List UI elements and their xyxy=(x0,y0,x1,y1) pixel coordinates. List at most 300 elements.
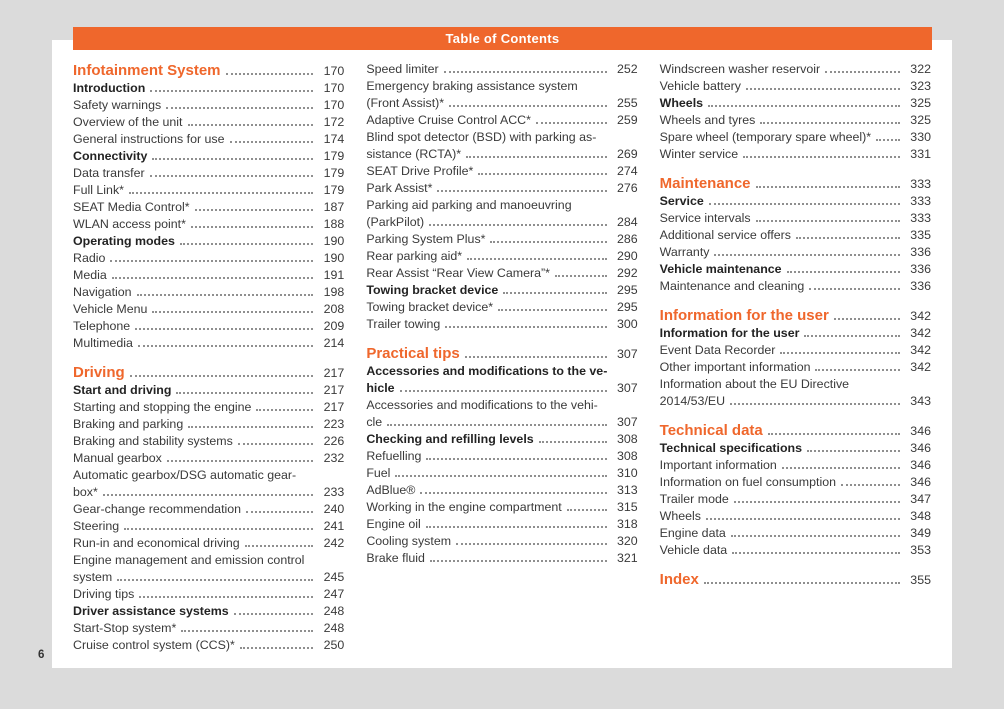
toc-entry-label: Safety warnings xyxy=(73,98,162,112)
page-title: Table of Contents xyxy=(445,31,560,46)
toc-entry-label: Technical specifications xyxy=(659,441,802,455)
toc-page-number: 245 xyxy=(323,570,345,584)
toc-entry-label: Fuel xyxy=(366,466,391,480)
dot-leader xyxy=(138,345,313,347)
toc-entry-wrap-line: Engine management and emission control xyxy=(73,553,305,567)
toc-entry-last-line xyxy=(366,499,637,516)
toc-entry-last-line xyxy=(73,267,344,284)
toc-entry-label: Index xyxy=(659,571,699,588)
toc-page-number: 247 xyxy=(323,587,345,601)
toc-entry[interactable] xyxy=(73,501,344,518)
toc-entry-last-line xyxy=(660,278,931,295)
toc-entry-label: Windscreen washer reservoir xyxy=(659,62,821,76)
toc-entry-label: Towing bracket device xyxy=(366,283,499,297)
toc-section-entry[interactable] xyxy=(660,306,931,325)
toc-entry-last-line xyxy=(366,112,637,129)
toc-entry-label: Infotainment System xyxy=(73,62,221,79)
dot-leader xyxy=(756,186,900,188)
dot-leader xyxy=(112,277,314,279)
dot-leader xyxy=(782,467,900,469)
toc-entry[interactable] xyxy=(73,382,344,399)
toc-entry-last-line xyxy=(660,306,931,325)
toc-entry[interactable] xyxy=(366,499,637,516)
dot-leader xyxy=(787,271,900,273)
toc-entry[interactable] xyxy=(660,261,931,278)
dot-leader xyxy=(188,426,313,428)
dot-leader xyxy=(503,292,606,294)
dot-leader xyxy=(400,390,607,392)
dot-leader xyxy=(181,630,313,632)
toc-entry-wrap-line: Emergency braking assistance system xyxy=(366,79,578,93)
toc-entry-last-line xyxy=(73,80,344,97)
dot-leader xyxy=(167,460,313,462)
toc-page-number: 320 xyxy=(616,534,638,548)
toc-entry[interactable] xyxy=(660,146,931,163)
toc-entry[interactable] xyxy=(73,114,344,131)
page-number: 6 xyxy=(38,649,45,661)
toc-entry-last-line xyxy=(73,603,344,620)
toc-entry[interactable] xyxy=(366,397,637,431)
toc-entry[interactable] xyxy=(73,301,344,318)
toc-entry[interactable] xyxy=(660,95,931,112)
toc-entry-label: Cruise control system (CCS)* xyxy=(73,638,235,652)
toc-page-number: 198 xyxy=(323,285,345,299)
toc-entry-last-line xyxy=(73,433,344,450)
dot-leader xyxy=(166,107,313,109)
toc-page-number: 322 xyxy=(910,62,931,76)
toc-entry[interactable] xyxy=(366,482,637,499)
toc-entry-last-line xyxy=(73,363,344,382)
toc-header-bar xyxy=(73,27,932,50)
toc-entry-last-line xyxy=(73,199,344,216)
toc-entry[interactable] xyxy=(366,78,637,112)
toc-page-number: 333 xyxy=(910,194,931,208)
toc-entry[interactable] xyxy=(73,182,344,199)
toc-page-number: 190 xyxy=(323,251,345,265)
toc-page-number: 346 xyxy=(910,424,931,438)
toc-entry-wrap-line: Accessories and modifications to the vehi- xyxy=(366,398,598,412)
toc-entry[interactable] xyxy=(366,533,637,550)
toc-entry-label: Checking and refilling levels xyxy=(366,432,534,446)
toc-entry-label: WLAN access point* xyxy=(73,217,186,231)
toc-entry-label: Navigation xyxy=(73,285,132,299)
toc-entry-last-line xyxy=(366,282,637,299)
toc-entry-last-line xyxy=(660,325,931,342)
toc-entry-last-line xyxy=(73,501,344,518)
toc-entry-last-line xyxy=(366,431,637,448)
toc-entry-last-line xyxy=(73,382,344,399)
toc-entry-last-line xyxy=(73,233,344,250)
toc-entry[interactable] xyxy=(660,325,931,342)
dot-leader xyxy=(804,335,900,337)
toc-entry[interactable] xyxy=(660,474,931,491)
toc-entry-last-line xyxy=(73,399,344,416)
dot-leader xyxy=(876,139,900,141)
dot-leader xyxy=(240,647,314,649)
toc-entry[interactable] xyxy=(73,250,344,267)
dot-leader xyxy=(731,535,900,537)
toc-entry[interactable] xyxy=(660,376,931,410)
toc-page-number: 190 xyxy=(323,234,345,248)
dot-leader xyxy=(807,450,900,452)
toc-entry-last-line xyxy=(366,414,637,431)
toc-page-number: 330 xyxy=(910,130,931,144)
toc-entry-last-line xyxy=(73,518,344,535)
dot-leader xyxy=(437,190,606,192)
toc-entry-last-line xyxy=(660,474,931,491)
dot-leader xyxy=(191,226,313,228)
toc-entry[interactable] xyxy=(660,227,931,244)
toc-page-number: 310 xyxy=(616,466,638,480)
toc-entry[interactable] xyxy=(366,248,637,265)
toc-section-entry[interactable] xyxy=(660,421,931,440)
toc-entry[interactable] xyxy=(660,112,931,129)
toc-entry[interactable] xyxy=(73,416,344,433)
toc-entry-label: Towing bracket device* xyxy=(366,300,494,314)
toc-entry-last-line xyxy=(366,316,637,333)
dot-leader xyxy=(124,528,313,530)
toc-entry[interactable] xyxy=(73,603,344,620)
toc-entry[interactable] xyxy=(660,491,931,508)
toc-entry-label: Radio xyxy=(73,251,106,265)
toc-entry-last-line xyxy=(660,421,931,440)
toc-entry[interactable] xyxy=(73,233,344,250)
toc-column-right xyxy=(660,61,931,654)
toc-entry-last-line xyxy=(660,457,931,474)
dot-leader xyxy=(234,613,314,615)
toc-entry-label: SEAT Drive Profile* xyxy=(366,164,474,178)
toc-entry-last-line xyxy=(366,231,637,248)
toc-entry[interactable] xyxy=(366,282,637,299)
toc-entry[interactable] xyxy=(660,61,931,78)
toc-section-entry[interactable] xyxy=(660,174,931,193)
dot-leader xyxy=(809,288,900,290)
toc-entry[interactable] xyxy=(366,363,637,397)
toc-entry-last-line xyxy=(366,516,637,533)
toc-entry-label: Introduction xyxy=(73,81,146,95)
toc-entry-last-line xyxy=(366,180,637,197)
dot-leader xyxy=(152,158,313,160)
toc-entry-last-line xyxy=(660,146,931,163)
dot-leader xyxy=(135,328,313,330)
toc-entry-last-line xyxy=(660,129,931,146)
toc-page-number: 315 xyxy=(616,500,638,514)
toc-entry-label: Manual gearbox xyxy=(73,451,162,465)
toc-entry-last-line xyxy=(73,284,344,301)
toc-entry-label: hicle xyxy=(366,381,395,395)
toc-entry[interactable] xyxy=(660,129,931,146)
dot-leader xyxy=(139,596,313,598)
toc-entry-label: Trailer towing xyxy=(366,317,441,331)
toc-entry-label: Full Link* xyxy=(73,183,124,197)
toc-page-number: 325 xyxy=(910,113,931,127)
toc-entry-last-line xyxy=(366,380,637,397)
toc-page-number: 233 xyxy=(323,485,345,499)
toc-page-number: 333 xyxy=(910,211,931,225)
toc-page-number: 336 xyxy=(910,279,931,293)
toc-page-number: 348 xyxy=(910,509,931,523)
toc-entry[interactable] xyxy=(366,129,637,163)
dot-leader xyxy=(456,543,607,545)
toc-entry-last-line xyxy=(660,359,931,376)
toc-entry-last-line xyxy=(660,491,931,508)
dot-leader xyxy=(743,156,900,158)
toc-entry-last-line xyxy=(366,214,637,231)
dot-leader xyxy=(430,560,607,562)
toc-entry-label: Driving tips xyxy=(73,587,135,601)
toc-page-number: 292 xyxy=(616,266,638,280)
dot-leader xyxy=(150,175,314,177)
toc-entry-last-line xyxy=(73,148,344,165)
toc-entry[interactable] xyxy=(660,342,931,359)
toc-entry-label: Maintenance and cleaning xyxy=(659,279,805,293)
toc-page-number: 217 xyxy=(323,366,345,380)
toc-page-number: 308 xyxy=(616,432,638,446)
toc-entry[interactable] xyxy=(366,180,637,197)
toc-entry-last-line xyxy=(660,227,931,244)
toc-entry-last-line xyxy=(366,146,637,163)
dot-leader xyxy=(734,501,900,503)
toc-page-number: 336 xyxy=(910,245,931,259)
dot-leader xyxy=(429,224,606,226)
toc-entry-label: Braking and parking xyxy=(73,417,184,431)
toc-entry[interactable] xyxy=(73,284,344,301)
toc-entry-wrap-line: Accessories and modifications to the ve- xyxy=(366,364,608,378)
toc-entry-last-line xyxy=(660,525,931,542)
toc-entry[interactable] xyxy=(660,78,931,95)
toc-entry[interactable] xyxy=(660,210,931,227)
toc-columns xyxy=(73,61,931,654)
toc-page-number: 187 xyxy=(323,200,345,214)
toc-entry-label: Brake fluid xyxy=(366,551,425,565)
dot-leader xyxy=(498,309,607,311)
toc-entry-last-line xyxy=(660,393,931,410)
toc-entry-last-line xyxy=(366,465,637,482)
toc-entry-label: Parking System Plus* xyxy=(366,232,486,246)
toc-entry-last-line xyxy=(660,342,931,359)
toc-page-number: 274 xyxy=(616,164,638,178)
toc-entry[interactable] xyxy=(366,516,637,533)
toc-entry-last-line xyxy=(73,165,344,182)
toc-entry[interactable] xyxy=(366,550,637,567)
toc-page-number: 188 xyxy=(323,217,345,231)
toc-entry-last-line xyxy=(660,193,931,210)
toc-entry-last-line xyxy=(73,114,344,131)
dot-leader xyxy=(188,124,314,126)
toc-entry[interactable] xyxy=(73,518,344,535)
toc-page-number: 240 xyxy=(323,502,345,516)
toc-entry[interactable] xyxy=(73,335,344,352)
toc-entry-label: Service xyxy=(659,194,704,208)
dot-leader xyxy=(449,105,607,107)
toc-entry-label: Event Data Recorder xyxy=(659,343,776,357)
toc-entry[interactable] xyxy=(366,431,637,448)
dot-leader xyxy=(490,241,606,243)
toc-entry-label: Telephone xyxy=(73,319,131,333)
toc-page-number: 286 xyxy=(616,232,638,246)
toc-page-number: 313 xyxy=(616,483,638,497)
toc-entry[interactable] xyxy=(660,440,931,457)
toc-entry-last-line xyxy=(660,542,931,559)
toc-entry-last-line xyxy=(366,482,637,499)
toc-entry[interactable] xyxy=(366,299,637,316)
dot-leader xyxy=(387,424,606,426)
toc-page-number: 223 xyxy=(323,417,345,431)
toc-section-entry[interactable] xyxy=(73,61,344,80)
toc-entry[interactable] xyxy=(660,457,931,474)
toc-page-number: 342 xyxy=(910,360,931,374)
toc-entry[interactable] xyxy=(73,216,344,233)
toc-page-number: 170 xyxy=(323,64,345,78)
toc-entry[interactable] xyxy=(660,542,931,559)
toc-entry[interactable] xyxy=(660,278,931,295)
toc-entry[interactable] xyxy=(366,265,637,282)
toc-entry[interactable] xyxy=(73,620,344,637)
toc-page-number: 333 xyxy=(910,177,931,191)
toc-entry[interactable] xyxy=(73,165,344,182)
toc-entry-last-line xyxy=(660,95,931,112)
dot-leader xyxy=(768,433,900,435)
toc-entry[interactable] xyxy=(73,199,344,216)
dot-leader xyxy=(152,311,313,313)
toc-entry-label: Connectivity xyxy=(73,149,148,163)
toc-entry[interactable] xyxy=(73,586,344,603)
dot-leader xyxy=(466,156,607,158)
toc-page-number: 308 xyxy=(616,449,638,463)
toc-entry-last-line xyxy=(660,570,931,589)
toc-page-number: 276 xyxy=(616,181,638,195)
toc-section-entry[interactable] xyxy=(73,363,344,382)
toc-entry-last-line xyxy=(73,450,344,467)
toc-page-number: 259 xyxy=(616,113,638,127)
toc-entry[interactable] xyxy=(366,61,637,78)
toc-page-number: 336 xyxy=(910,262,931,276)
dot-leader xyxy=(815,369,900,371)
toc-entry[interactable] xyxy=(366,231,637,248)
toc-entry[interactable] xyxy=(366,163,637,180)
toc-entry-label: Information for the user xyxy=(659,326,800,340)
toc-page-number: 325 xyxy=(910,96,931,110)
toc-page-number: 252 xyxy=(616,62,638,76)
toc-page-number: 295 xyxy=(616,300,638,314)
toc-entry-label: 2014/53/EU xyxy=(659,394,726,408)
toc-entry-label: Rear parking aid* xyxy=(366,249,463,263)
toc-entry-label: Wheels and tyres xyxy=(659,113,756,127)
dot-leader xyxy=(780,352,900,354)
toc-section-entry[interactable] xyxy=(366,344,637,363)
toc-page-number: 172 xyxy=(323,115,345,129)
toc-page-number: 217 xyxy=(323,383,345,397)
toc-page-number: 307 xyxy=(616,415,638,429)
toc-page-number: 343 xyxy=(910,394,931,408)
toc-entry[interactable] xyxy=(366,316,637,333)
toc-entry[interactable] xyxy=(73,399,344,416)
toc-entry-label: SEAT Media Control* xyxy=(73,200,190,214)
toc-entry-last-line xyxy=(366,299,637,316)
toc-page-number: 353 xyxy=(910,543,931,557)
toc-entry-last-line xyxy=(660,440,931,457)
toc-entry[interactable] xyxy=(660,525,931,542)
toc-page-number: 226 xyxy=(323,434,345,448)
toc-entry-last-line xyxy=(660,244,931,261)
dot-leader xyxy=(834,318,900,320)
toc-section-entry[interactable] xyxy=(660,570,931,589)
toc-entry-wrap-line: Blind spot detector (BSD) with parking as- xyxy=(366,130,597,144)
toc-entry[interactable] xyxy=(73,535,344,552)
toc-entry[interactable] xyxy=(366,112,637,129)
dot-leader xyxy=(129,192,313,194)
dot-leader xyxy=(444,71,607,73)
toc-entry-last-line xyxy=(366,163,637,180)
toc-page-number: 342 xyxy=(910,326,931,340)
dot-leader xyxy=(478,173,606,175)
toc-entry[interactable] xyxy=(366,465,637,482)
toc-entry-label: Technical data xyxy=(659,422,763,439)
toc-entry[interactable] xyxy=(73,450,344,467)
toc-entry[interactable] xyxy=(73,97,344,114)
toc-page-number: 269 xyxy=(616,147,638,161)
toc-entry[interactable] xyxy=(366,197,637,231)
dot-leader xyxy=(732,552,900,554)
toc-entry-last-line xyxy=(73,620,344,637)
toc-entry[interactable] xyxy=(73,80,344,97)
toc-entry[interactable] xyxy=(73,318,344,335)
dot-leader xyxy=(130,375,314,377)
toc-entry[interactable] xyxy=(73,267,344,284)
toc-entry-label: Information for the user xyxy=(659,307,829,324)
toc-entry-wrap-line: Automatic gearbox/DSG automatic gear- xyxy=(73,468,297,482)
dot-leader xyxy=(714,254,900,256)
dot-leader xyxy=(567,509,607,511)
dot-leader xyxy=(445,326,606,328)
dot-leader xyxy=(536,122,607,124)
toc-entry[interactable] xyxy=(660,508,931,525)
toc-entry[interactable] xyxy=(73,148,344,165)
dot-leader xyxy=(426,526,607,528)
toc-entry-last-line xyxy=(73,586,344,603)
toc-entry-label: Overview of the unit xyxy=(73,115,183,129)
toc-page-number: 290 xyxy=(616,249,638,263)
toc-entry-last-line xyxy=(660,112,931,129)
toc-entry-last-line xyxy=(73,61,344,80)
toc-page-number: 191 xyxy=(323,268,345,282)
toc-entry-last-line xyxy=(660,174,931,193)
dot-leader xyxy=(110,260,313,262)
toc-entry-label: Data transfer xyxy=(73,166,145,180)
toc-entry[interactable] xyxy=(366,448,637,465)
toc-entry-label: Wheels xyxy=(659,509,701,523)
toc-entry[interactable] xyxy=(73,433,344,450)
toc-entry-label: Refuelling xyxy=(366,449,422,463)
toc-page-number: 331 xyxy=(910,147,931,161)
toc-entry[interactable] xyxy=(73,131,344,148)
toc-entry[interactable] xyxy=(73,637,344,654)
toc-page-number: 170 xyxy=(323,98,345,112)
toc-page-number: 346 xyxy=(910,475,931,489)
toc-entry[interactable] xyxy=(660,359,931,376)
dot-leader xyxy=(708,105,900,107)
toc-entry-last-line xyxy=(73,535,344,552)
dot-leader xyxy=(796,237,900,239)
toc-entry-label: Multimedia xyxy=(73,336,133,350)
toc-entry[interactable] xyxy=(73,467,344,501)
toc-entry[interactable] xyxy=(660,244,931,261)
toc-entry[interactable] xyxy=(660,193,931,210)
toc-entry-last-line xyxy=(73,416,344,433)
toc-entry[interactable] xyxy=(73,552,344,586)
toc-entry-label: Other important information xyxy=(659,360,811,374)
toc-page-number: 241 xyxy=(323,519,345,533)
